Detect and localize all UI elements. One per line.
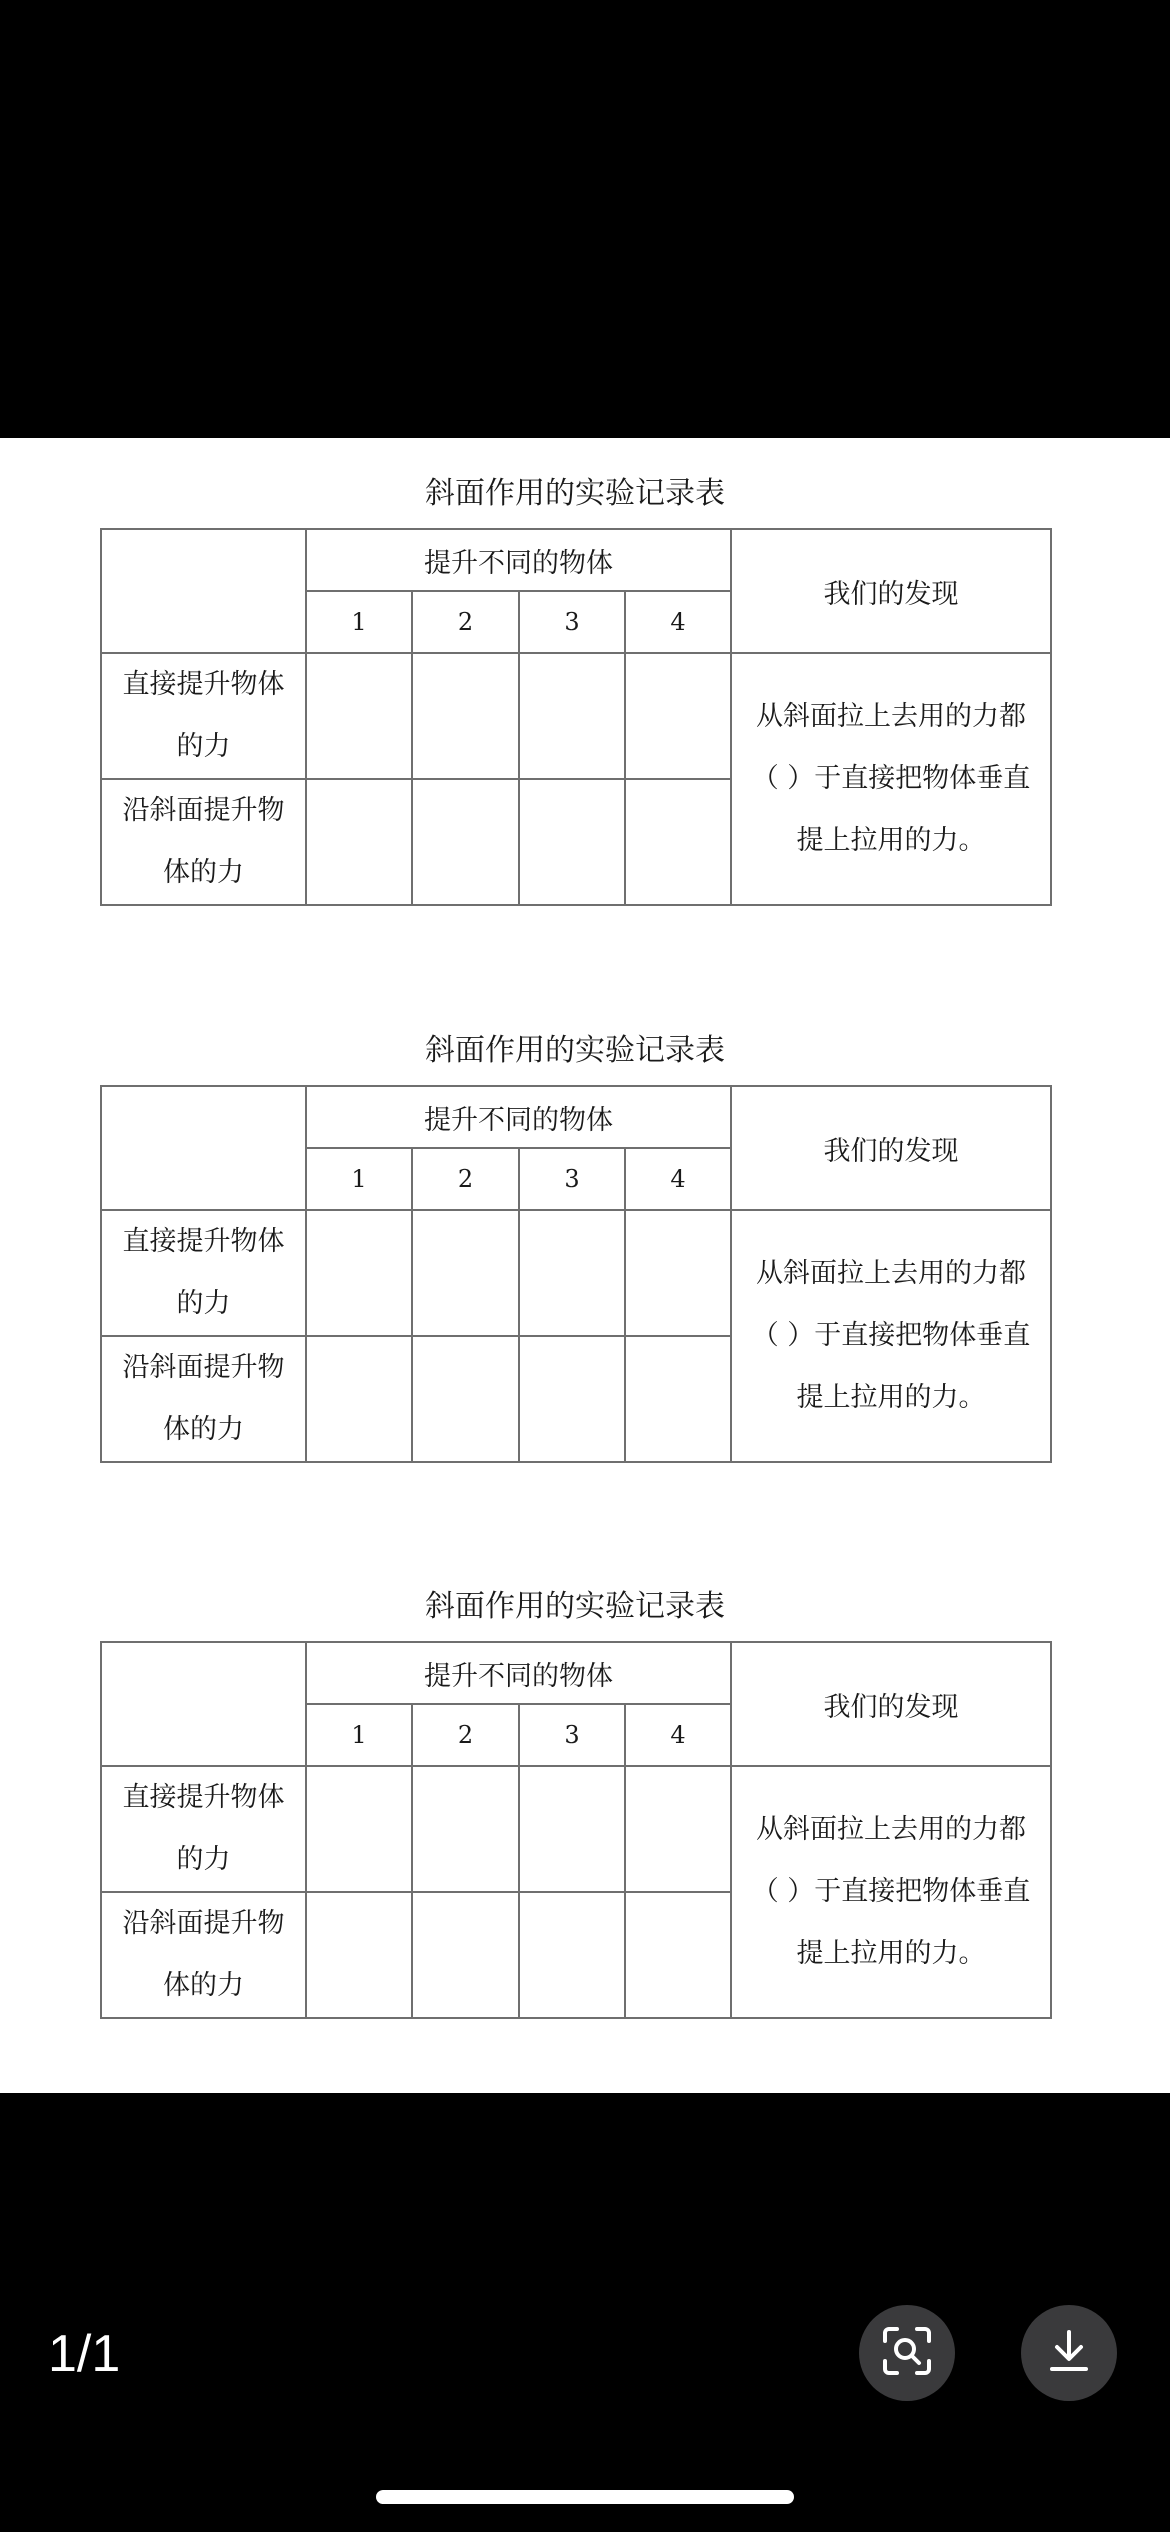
page-counter: 1/1 [48,2325,121,2383]
data-cell [412,1892,519,2018]
row-label-line: 沿斜面提升物 [122,1908,285,1939]
finding-line: 从斜面拉上去用的力都 [756,1258,1026,1289]
table-title: 斜面作用的实验记录表 [425,1589,725,1624]
row-label-cell [101,1892,306,2018]
row-label-line: 的力 [176,1288,231,1319]
column-header: 2 [412,1704,519,1766]
table-title: 斜面作用的实验记录表 [425,476,725,511]
row-label-cell [101,1210,306,1336]
column-header: 1 [306,1704,412,1766]
column-header: 4 [625,591,731,653]
data-cell [306,1766,412,1892]
data-cell [412,779,519,905]
table-row [101,1210,1051,1336]
findings-header: 我们的发现 [731,1086,1051,1210]
data-cell [519,1766,625,1892]
column-header: 1 [306,591,412,653]
row-label-line: 直接提升物体 [122,1782,285,1813]
finding-line: （ ）于直接把物体垂直 [751,763,1031,794]
data-cell [519,1210,625,1336]
row-label-line: 直接提升物体 [122,669,285,700]
column-header: 2 [412,1148,519,1210]
row-label-line: 体的力 [163,1414,244,1445]
record-block-3 [100,1579,1050,2019]
column-header: 4 [625,1704,731,1766]
data-cell [306,1210,412,1336]
record-table [100,1085,1052,1463]
row-label-line: 体的力 [163,1970,244,2001]
finding-line: 提上拉用的力。 [796,1938,986,1969]
data-cell [519,653,625,779]
finding-line: （ ）于直接把物体垂直 [751,1876,1031,1907]
group-header: 提升不同的物体 [306,1642,731,1704]
column-header: 1 [306,1148,412,1210]
finding-line: 提上拉用的力。 [796,1382,986,1413]
table-title: 斜面作用的实验记录表 [425,1033,725,1068]
findings-cell [731,1766,1051,2018]
record-block-2 [100,1023,1050,1463]
data-cell [625,1336,731,1462]
record-block-1 [100,466,1050,906]
download-icon [1044,2326,1094,2380]
findings-cell [731,653,1051,905]
column-header: 4 [625,1148,731,1210]
data-cell [625,653,731,779]
finding-line: 提上拉用的力。 [796,825,986,856]
group-header: 提升不同的物体 [306,1086,731,1148]
row-label-cell [101,1336,306,1462]
data-cell [412,1336,519,1462]
column-header: 3 [519,1704,625,1766]
column-header: 3 [519,591,625,653]
record-table [100,528,1052,906]
column-header: 2 [412,591,519,653]
row-label-cell [101,653,306,779]
data-cell [625,1766,731,1892]
data-cell [519,779,625,905]
data-cell [306,779,412,905]
data-cell [412,653,519,779]
finding-line: 从斜面拉上去用的力都 [756,701,1026,732]
visual-search-button[interactable] [859,2305,955,2401]
table-row [101,1766,1051,1892]
home-indicator[interactable] [376,2490,794,2504]
download-button[interactable] [1021,2305,1117,2401]
finding-line: 从斜面拉上去用的力都 [756,1814,1026,1845]
data-cell [519,1336,625,1462]
findings-header: 我们的发现 [731,1642,1051,1766]
row-label-line: 体的力 [163,857,244,888]
row-label-line: 的力 [176,731,231,762]
row-label-line: 沿斜面提升物 [122,795,285,826]
finding-line: （ ）于直接把物体垂直 [751,1320,1031,1351]
column-header: 3 [519,1148,625,1210]
data-cell [519,1892,625,2018]
findings-cell [731,1210,1051,1462]
data-cell [625,1210,731,1336]
row-label-cell [101,779,306,905]
row-label-line: 沿斜面提升物 [122,1352,285,1383]
data-cell [412,1766,519,1892]
viewer-toolbar [0,2093,1170,2532]
visual-search-icon [881,2325,933,2381]
corner-cell [101,1642,306,1766]
data-cell [306,653,412,779]
findings-header: 我们的发现 [731,529,1051,653]
data-cell [625,779,731,905]
group-header: 提升不同的物体 [306,529,731,591]
corner-cell [101,1086,306,1210]
data-cell [306,1336,412,1462]
record-table [100,1641,1052,2019]
data-cell [625,1892,731,2018]
row-label-cell [101,1766,306,1892]
row-label-line: 直接提升物体 [122,1226,285,1257]
row-label-line: 的力 [176,1844,231,1875]
corner-cell [101,529,306,653]
table-row [101,653,1051,779]
data-cell [412,1210,519,1336]
data-cell [306,1892,412,2018]
document-page [0,438,1170,2093]
